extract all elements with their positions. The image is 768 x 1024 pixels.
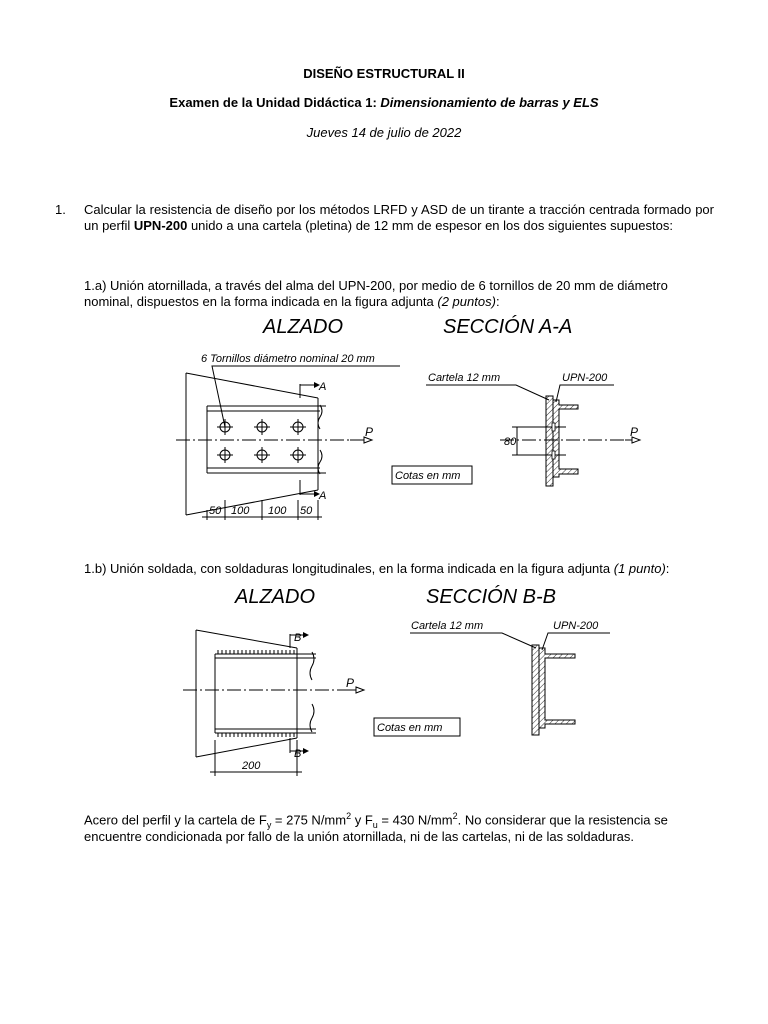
figure-a-section-title: SECCIÓN A-A xyxy=(443,316,573,338)
units-note-b: Cotas en mm xyxy=(377,722,443,734)
closing-sup2: 2 xyxy=(452,811,458,821)
load-label-a: P xyxy=(365,425,374,439)
closing-t4: = 430 N/mm xyxy=(377,812,453,828)
subtitle-topic: Dimensionamiento de barras y ELS xyxy=(380,95,599,110)
section-b-bottom-label: B xyxy=(294,748,302,760)
load-label-a-section: P xyxy=(630,425,639,439)
question-number: 1. xyxy=(55,202,66,217)
intro-text-b: unido a una cartela (pletina) de 12 mm de espesor en los dos siguientes supuestos: xyxy=(187,218,673,233)
part-a-points: (2 puntos) xyxy=(437,294,496,309)
closing-line1 xyxy=(84,811,668,830)
figure-a-alzado-title: ALZADO xyxy=(263,316,344,338)
figure-b-alzado-title: ALZADO xyxy=(235,586,316,608)
section-b-top-label: B xyxy=(294,632,302,644)
closing-t3: y F xyxy=(351,812,373,828)
closing-t1: Acero del perfil y la cartela de F xyxy=(84,812,267,828)
part-b-text: 1.b) Unión soldada, con soldaduras longitudinales, en la forma indicada en la figura adjunta xyxy=(84,561,614,576)
closing-sub-u: u xyxy=(372,819,378,830)
closing-t5: . No considerar que la resistencia se xyxy=(457,812,668,828)
part-b-points: (1 punto) xyxy=(613,561,666,576)
intro-profile: UPN-200 xyxy=(133,218,188,233)
dim-200: 200 xyxy=(242,760,261,772)
profile-label-a: UPN-200 xyxy=(562,372,608,384)
bolt-label: 6 Tornillos diámetro nominal 20 mm xyxy=(201,353,375,365)
subtitle-prefix: Examen de la Unidad Didáctica 1: xyxy=(169,95,381,110)
units-note-a: Cotas en mm xyxy=(395,470,461,482)
exam-date: Jueves 14 de julio de 2022 xyxy=(306,125,462,140)
part-a-text: nominal, dispuestos en la forma indicada en la figura adjunta xyxy=(84,294,438,309)
closing-sup1: 2 xyxy=(346,811,352,821)
closing-t2: = 275 N/mm xyxy=(271,812,347,828)
intro-text-a: Calcular la resistencia de diseño por los métodos LRFD y ASD de un tirante a tracción centrada formado por un perfil xyxy=(84,202,714,233)
profile-label-b: UPN-200 xyxy=(553,620,599,632)
figure-b-section-title: SECCIÓN B-B xyxy=(426,586,557,608)
plate-label-a: Cartela 12 mm xyxy=(428,372,501,384)
dim-100-first: 100 xyxy=(231,505,250,517)
load-label-b: P xyxy=(346,676,355,690)
section-a-top-label: A xyxy=(319,381,327,393)
part-b-colon: : xyxy=(665,561,670,576)
dim-100-second: 100 xyxy=(268,505,287,517)
closing-line2: encuentre condicionada por fallo de la unión atornillada, ni de las cartelas, ni de las soldaduras. xyxy=(84,829,634,844)
dim-80: 80 xyxy=(504,436,517,448)
document-title: DISEÑO ESTRUCTURAL II xyxy=(303,66,465,81)
section-a-bottom-label: A xyxy=(319,490,327,502)
dim-50-right: 50 xyxy=(300,505,313,517)
part-a-colon: : xyxy=(495,294,500,309)
closing-sub-y: y xyxy=(266,819,272,830)
plate-label-b: Cartela 12 mm xyxy=(411,620,484,632)
part-a-line1: 1.a) Unión atornillada, a través del alma del UPN-200, por medio de 6 tornillos de 20 mm de diámetro xyxy=(84,278,668,293)
dim-50-left: 50 xyxy=(209,505,222,517)
